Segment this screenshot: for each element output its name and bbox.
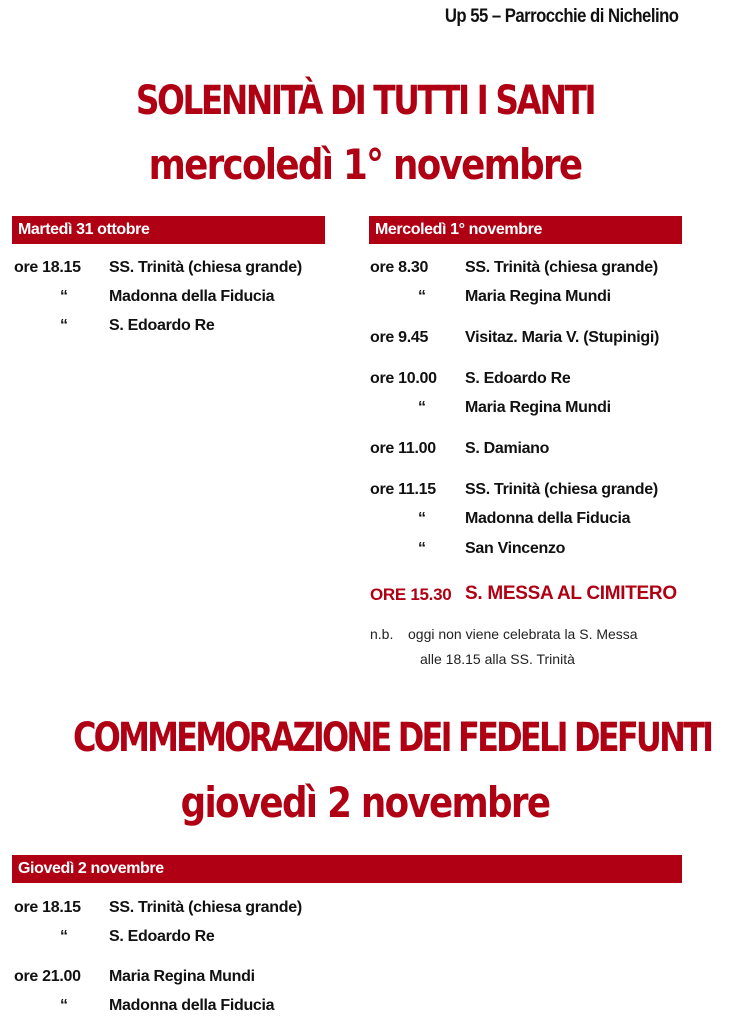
- church: Maria Regina Mundi: [465, 288, 611, 305]
- church: S. Edoardo Re: [109, 317, 215, 334]
- note-line-2: alle 18.15 alla SS. Trinità: [420, 651, 575, 667]
- church: S. Edoardo Re: [465, 370, 571, 387]
- note-prefix: n.b.: [370, 626, 394, 642]
- section1-title: SOLENNITÀ DI TUTTI I SANTI: [135, 78, 595, 124]
- day-bar-wednesday: Mercoledì 1° novembre: [369, 216, 682, 244]
- time: ore 9.45: [370, 329, 429, 346]
- section2-title: COMMEMORAZIONE DEI FEDELI DEFUNTI: [73, 715, 712, 761]
- ditto-mark: “: [60, 317, 68, 334]
- church: Visitaz. Maria V. (Stupinigi): [465, 329, 660, 346]
- church: Maria Regina Mundi: [465, 399, 611, 416]
- time: ore 18.15: [14, 899, 81, 916]
- church: Madonna della Fiducia: [109, 997, 275, 1014]
- note-line-1: oggi non viene celebrata la S. Messa: [408, 626, 638, 642]
- time: ORE 15.30: [370, 585, 452, 604]
- ditto-mark: “: [418, 288, 426, 305]
- ditto-mark: “: [60, 928, 68, 945]
- church: SS. Trinità (chiesa grande): [465, 259, 658, 276]
- section2-subtitle: giovedì 2 novembre: [180, 778, 550, 827]
- church: Maria Regina Mundi: [109, 968, 255, 985]
- time: ore 11.15: [370, 481, 436, 498]
- church: S. Edoardo Re: [109, 928, 215, 945]
- cemetery-mass: S. MESSA AL CIMITERO: [465, 583, 677, 604]
- time: ore 21.00: [14, 968, 81, 985]
- church: San Vincenzo: [465, 540, 566, 557]
- ditto-mark: “: [418, 540, 426, 557]
- section1-subtitle: mercoledì 1° novembre: [148, 140, 582, 189]
- time: ore 10.00: [370, 370, 437, 387]
- day-bar-thursday: Giovedì 2 novembre: [12, 855, 682, 883]
- church: S. Damiano: [465, 440, 550, 457]
- time: ore 11.00: [370, 440, 436, 457]
- church: SS. Trinità (chiesa grande): [465, 481, 658, 498]
- day-bar-tuesday: Martedì 31 ottobre: [12, 216, 325, 244]
- church: Madonna della Fiducia: [465, 510, 631, 527]
- church: SS. Trinità (chiesa grande): [109, 259, 302, 276]
- time: ore 18.15: [14, 259, 81, 276]
- church: SS. Trinità (chiesa grande): [109, 899, 302, 916]
- time: ore 8.30: [370, 259, 429, 276]
- ditto-mark: “: [60, 288, 68, 305]
- church: Madonna della Fiducia: [109, 288, 275, 305]
- ditto-mark: “: [418, 399, 426, 416]
- ditto-mark: “: [60, 997, 68, 1014]
- ditto-mark: “: [418, 510, 426, 527]
- parish-header: Up 55 – Parrocchie di Nichelino: [444, 6, 678, 27]
